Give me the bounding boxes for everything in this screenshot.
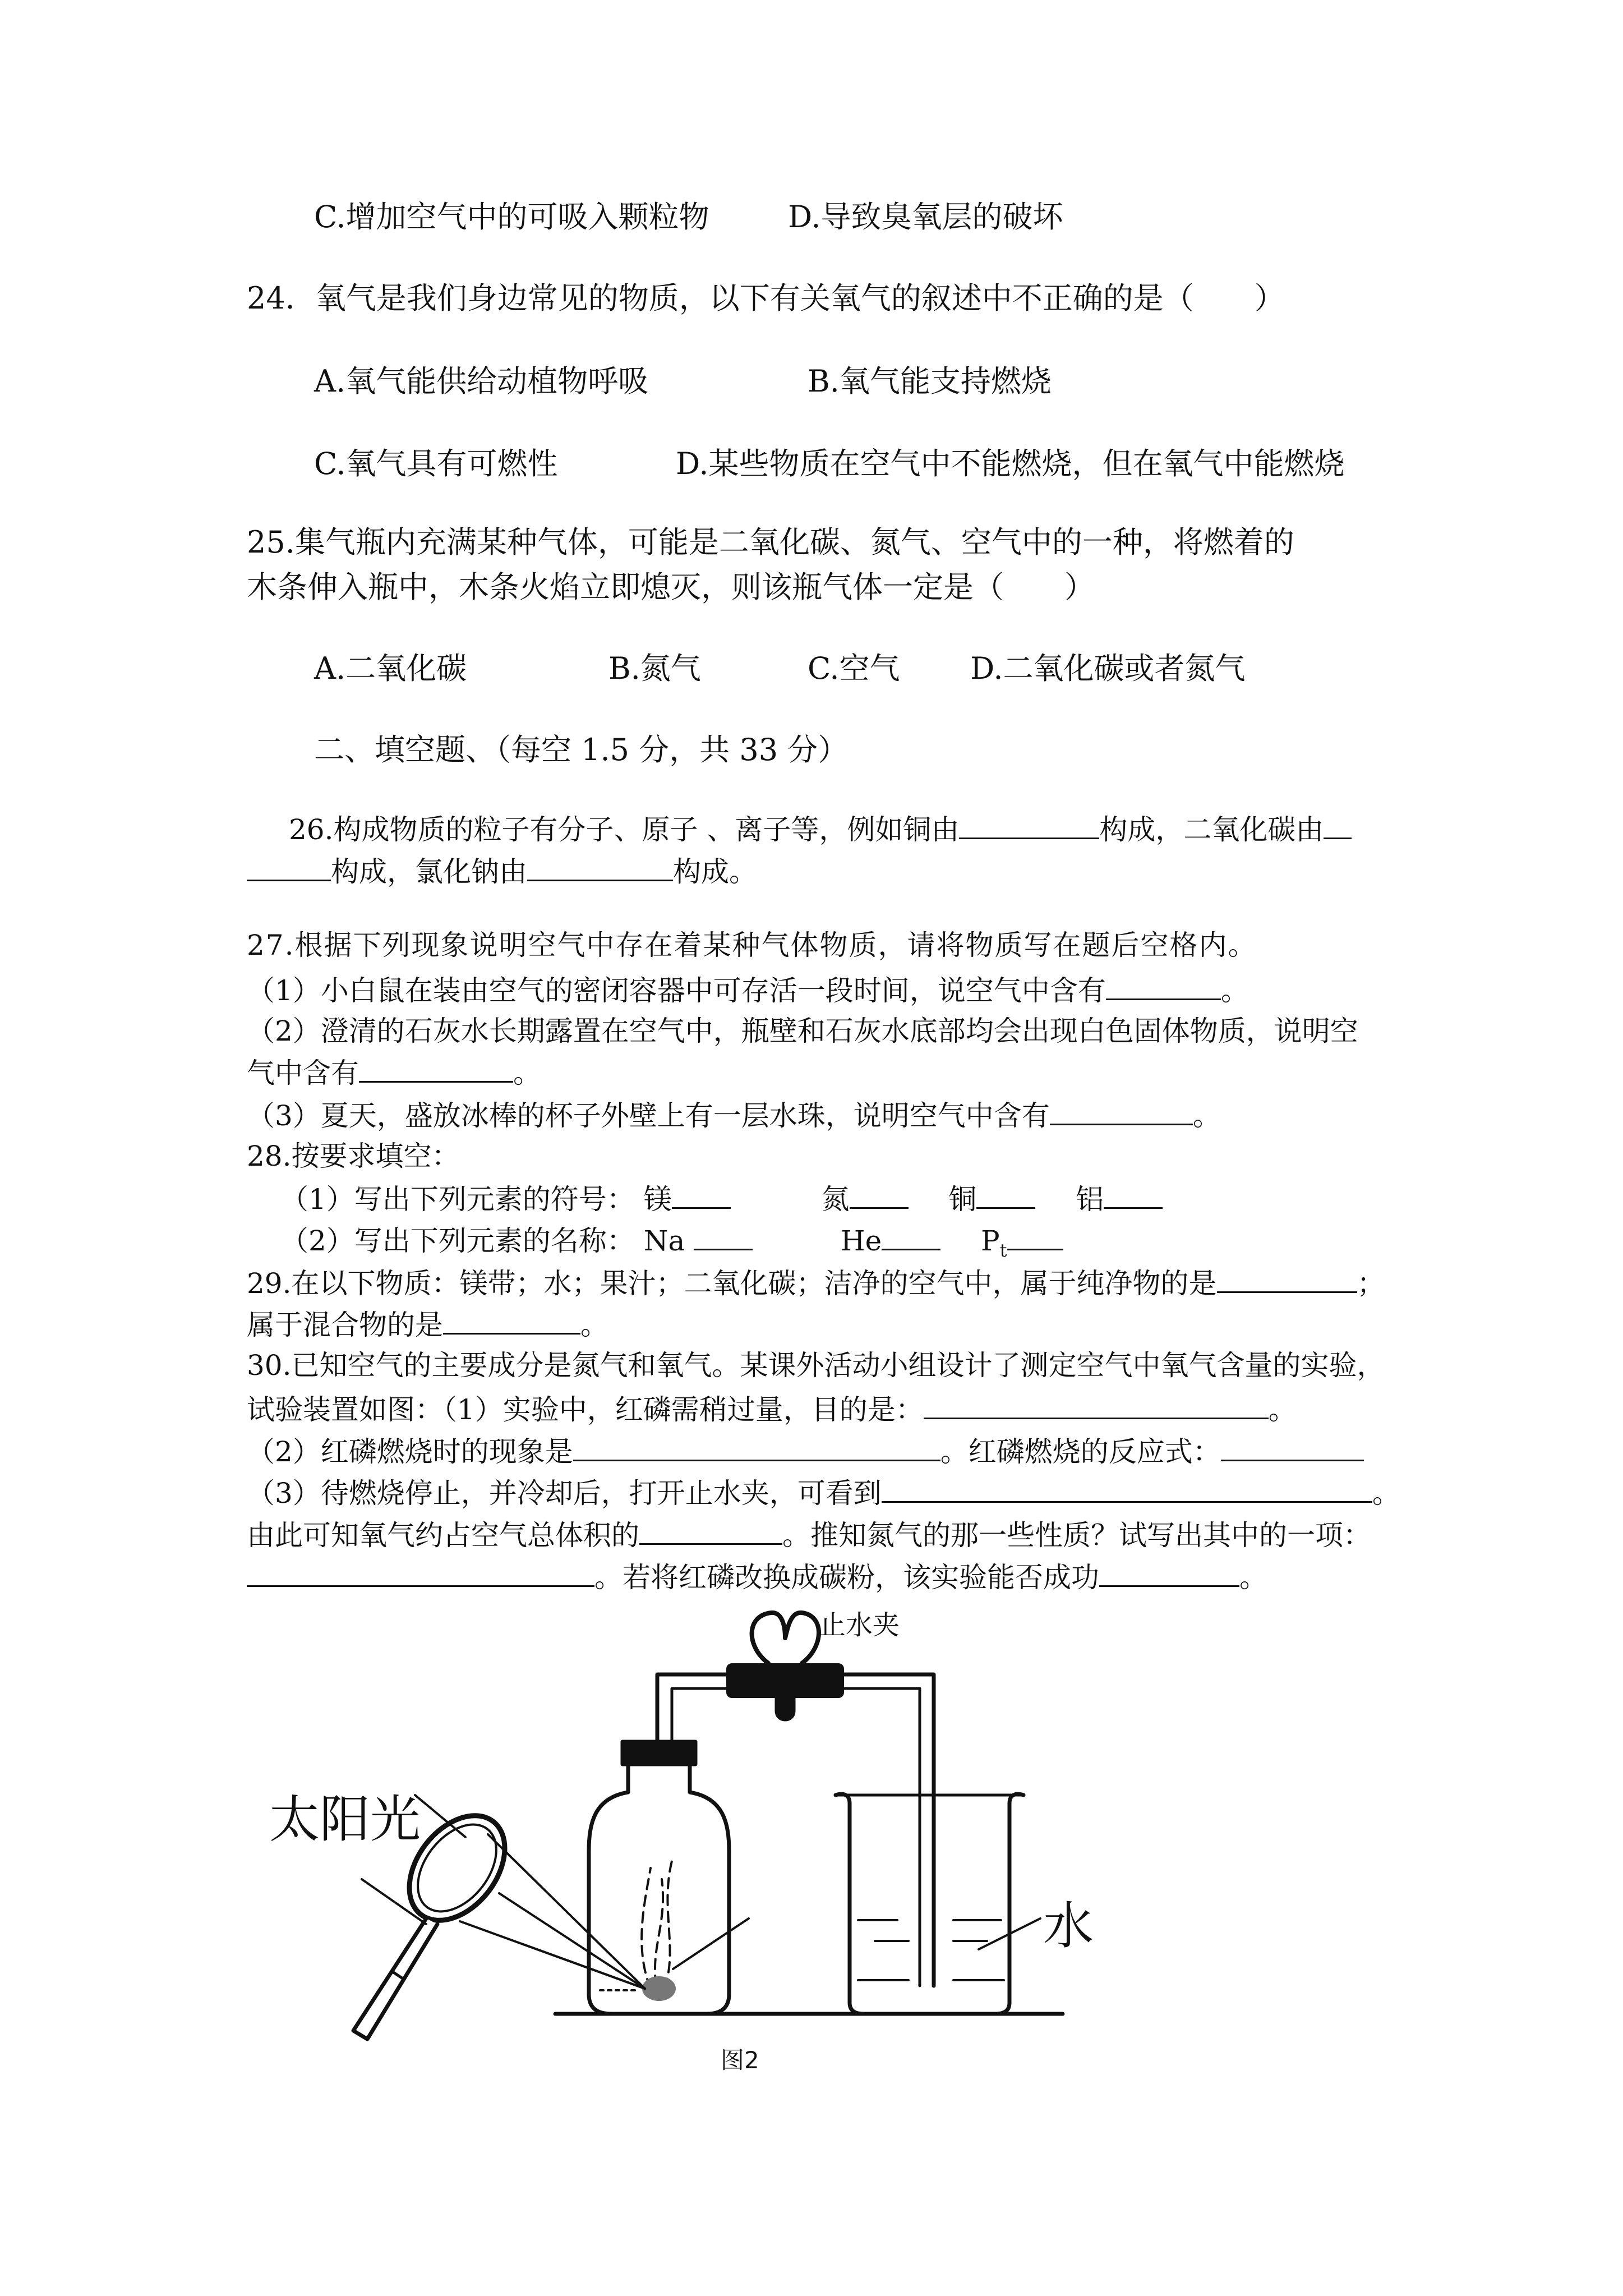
q30-text-2a: 试验装置如图：（1）实验中，红磷需稍过量，目的是：	[247, 1393, 924, 1426]
sunlight-label: 太阳光	[269, 1790, 421, 1849]
q27-stem: 27.根据下列现象说明空气中存在着某种气体物质，请将物质写在题后空格内。	[247, 929, 1257, 961]
q26-text-4: 构成。	[673, 855, 757, 888]
q26-text-3: 构成，氯化钠由	[331, 855, 527, 888]
q26-text-1: 26.构成物质的粒子有分子、原子 、离子等，例如铜由	[289, 813, 960, 846]
q28-part2-label: （2）写出下列元素的名称：	[280, 1225, 635, 1257]
q29-text-2: ；	[1357, 1267, 1385, 1300]
q29-text-1: 29.在以下物质：镁带；水；果汁；二氧化碳；洁净的空气中，属于纯净物的是	[247, 1267, 1217, 1300]
q29-text-4: 。	[580, 1309, 608, 1341]
q30-text-3b: 。红磷燃烧的反应式：	[940, 1435, 1221, 1468]
q28-name-pt-sub: t	[999, 1240, 1007, 1261]
q23-option-c: C.增加空气中的可吸入颗粒物	[314, 199, 709, 234]
q28-name-he: He	[841, 1225, 882, 1257]
figure-caption: 图2	[721, 2046, 759, 2074]
q25-option-d: D.二氧化碳或者氮气	[970, 651, 1246, 686]
q30-text-6b: 。	[1239, 1561, 1267, 1594]
q27-part3-text: （3）夏天，盛放冰棒的杯子外壁上有一层水珠，说明空气中含有	[247, 1099, 1050, 1132]
q25-option-b: B.氮气	[608, 651, 701, 686]
q24-option-b: B.氧气能支持燃烧	[808, 364, 1052, 399]
q28-symbol-cu: 铜	[948, 1183, 977, 1216]
phosphorus-pointer	[673, 1918, 749, 1969]
q28-symbol-mg: 镁	[643, 1183, 672, 1216]
q28-name-pt: P	[981, 1225, 1000, 1257]
water-label: 水	[1043, 1897, 1094, 1955]
clamp-label: 止水夹	[819, 1609, 900, 1641]
q24-option-c: C.氧气具有可燃性	[314, 446, 558, 481]
q24-option-d: D.某些物质在空气中不能燃烧，但在氧气中能燃烧	[676, 446, 1345, 481]
q28-name-na: Na	[643, 1225, 685, 1257]
q28-part1-label: （1）写出下列元素的符号：	[280, 1183, 635, 1216]
q28-symbol-n: 氮	[821, 1183, 850, 1216]
q30-text-4a: （3）待燃烧停止，并冷却后，打开止水夹，可看到	[247, 1477, 882, 1510]
q29-text-3: 属于混合物的是	[247, 1309, 443, 1341]
q30-text-5b: 。推知氮气的那一些性质？试写出其中的一项：	[782, 1519, 1371, 1552]
q27-part2-text: 气中含有	[247, 1057, 359, 1089]
q25-option-a: A.二氧化碳	[314, 651, 467, 686]
q24-option-a: A.氧气能供给动植物呼吸	[314, 364, 649, 399]
q27-part2-line1: （2）澄清的石灰水长期露置在空气中，瓶壁和石灰水底部均会出现白色固体物质，说明空	[247, 1015, 1358, 1047]
q27-part2-end: 。	[513, 1057, 541, 1089]
q26-text-2: 构成，二氧化碳由	[1099, 813, 1324, 846]
q25-stem-line1: 25.集气瓶内充满某种气体，可能是二氧化碳、氮气、空气中的一种，将燃着的	[247, 524, 1294, 560]
glass-tube-outer	[657, 1674, 934, 1986]
q30-line1: 30.已知空气的主要成分是氮气和氧气。某课外活动小组设计了测定空气中氧气含量的实验，	[247, 1349, 1385, 1382]
water-surface	[858, 1920, 1004, 1980]
q30-text-2b: 。	[1268, 1393, 1297, 1426]
q30-text-3a: （2）红磷燃烧时的现象是	[247, 1435, 573, 1468]
rubber-stopper	[623, 1742, 695, 1764]
q27-part1-text: （1）小白鼠在装由空气的密闭容器中可存活一段时间，说空气中含有	[247, 974, 1106, 1007]
q27-part1-end: 。	[1220, 974, 1249, 1007]
q27-part3-end: 。	[1192, 1099, 1221, 1132]
q24-stem: 24．氧气是我们身边常见的物质，以下有关氧气的叙述中不正确的是（ ）	[247, 280, 1285, 316]
red-phosphorus	[642, 1976, 676, 2001]
q23-option-d: D.导致臭氧层的破坏	[788, 199, 1063, 234]
q25-stem-line2: 木条伸入瓶中，木条火焰立即熄灭，则该瓶气体一定是（ ）	[247, 569, 1095, 605]
phosphorus-flame	[642, 1857, 673, 1989]
q28-stem: 28.按要求填空：	[247, 1140, 460, 1172]
q30-text-4b: 。	[1372, 1477, 1400, 1510]
q25-option-c: C.空气	[808, 651, 900, 686]
q28-symbol-al: 铝	[1076, 1183, 1104, 1216]
section2-heading: 二、填空题、（每空 1.5 分，共 33 分）	[314, 732, 849, 767]
q30-text-6a: 。若将红磷改换成碳粉，该实验能否成功	[594, 1561, 1099, 1594]
q30-text-5a: 由此可知氧气约占空气总体积的	[247, 1519, 639, 1552]
